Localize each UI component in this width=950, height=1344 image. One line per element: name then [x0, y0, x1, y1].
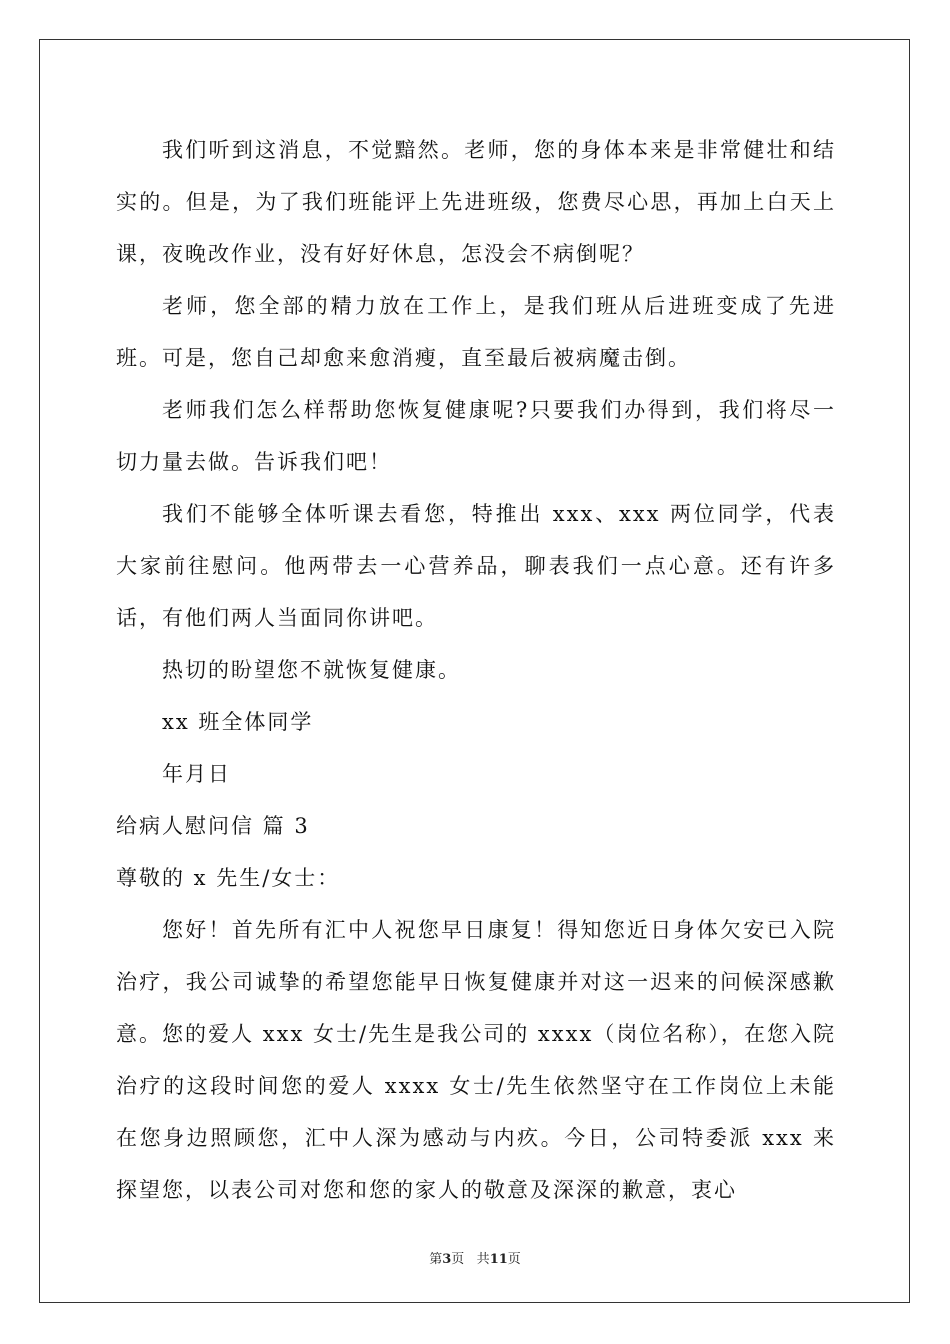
- paragraph-2: 老师，您全部的精力放在工作上，是我们班从后进班变成了先进班。可是，您自己却愈来愈消瘦，直至最后被病魔击倒。: [116, 294, 836, 370]
- document-body: [116, 124, 836, 1216]
- section-heading: 给病人慰问信 篇 3: [116, 814, 310, 838]
- date-line: 年月日: [162, 762, 231, 786]
- page-prefix: 第: [429, 1252, 443, 1267]
- page-current: 3: [442, 1252, 452, 1267]
- total-prefix: 共: [476, 1252, 490, 1267]
- paragraph-5: 热切的盼望您不就恢复健康。: [162, 658, 461, 682]
- page-total: 11: [489, 1252, 508, 1267]
- total-unit: 页: [507, 1252, 521, 1267]
- page-footer: [0, 1248, 950, 1267]
- paragraph-4: 我们不能够全体听课去看您，特推出 xxx、xxx 两位同学，代表大家前往慰问。他两带去一心营养品，聊表我们一点心意。还有许多话，有他们两人当面同你讲吧。: [116, 502, 836, 630]
- paragraph-6: 您好！首先所有汇中人祝您早日康复！得知您近日身体欠安已入院治疗，我公司诚挚的希望您能早日恢复健康并对这一迟来的问候深感歉意。您的爱人 xxx 女士/先生是我公司的 xxxx（岗位名称），在您入院治疗的这段时间您的爱人 xxxx 女士/先生依然坚守在工作岗位上未能在您身边照顾您，汇中人深为感动与内疚。今日，公司特委派 xxx 来探望您，以表公司对您和您的家人的敬意及深深的歉意，衷心: [116, 918, 836, 1202]
- paragraph-3: 老师我们怎么样帮助您恢复健康呢?只要我们办得到，我们将尽一切力量去做。告诉我们吧！: [116, 398, 836, 474]
- paragraph-1: 我们听到这消息，不觉黯然。老师，您的身体本来是非常健壮和结实的。但是，为了我们班能评上先进班级，您费尽心思，再加上白天上课，夜晚改作业，没有好好休息，怎没会不病倒呢？: [116, 138, 836, 266]
- signature-line: xx 班全体同学: [162, 710, 314, 734]
- page-unit: 页: [451, 1252, 465, 1267]
- salutation: 尊敬的 x 先生/女士：: [116, 866, 341, 890]
